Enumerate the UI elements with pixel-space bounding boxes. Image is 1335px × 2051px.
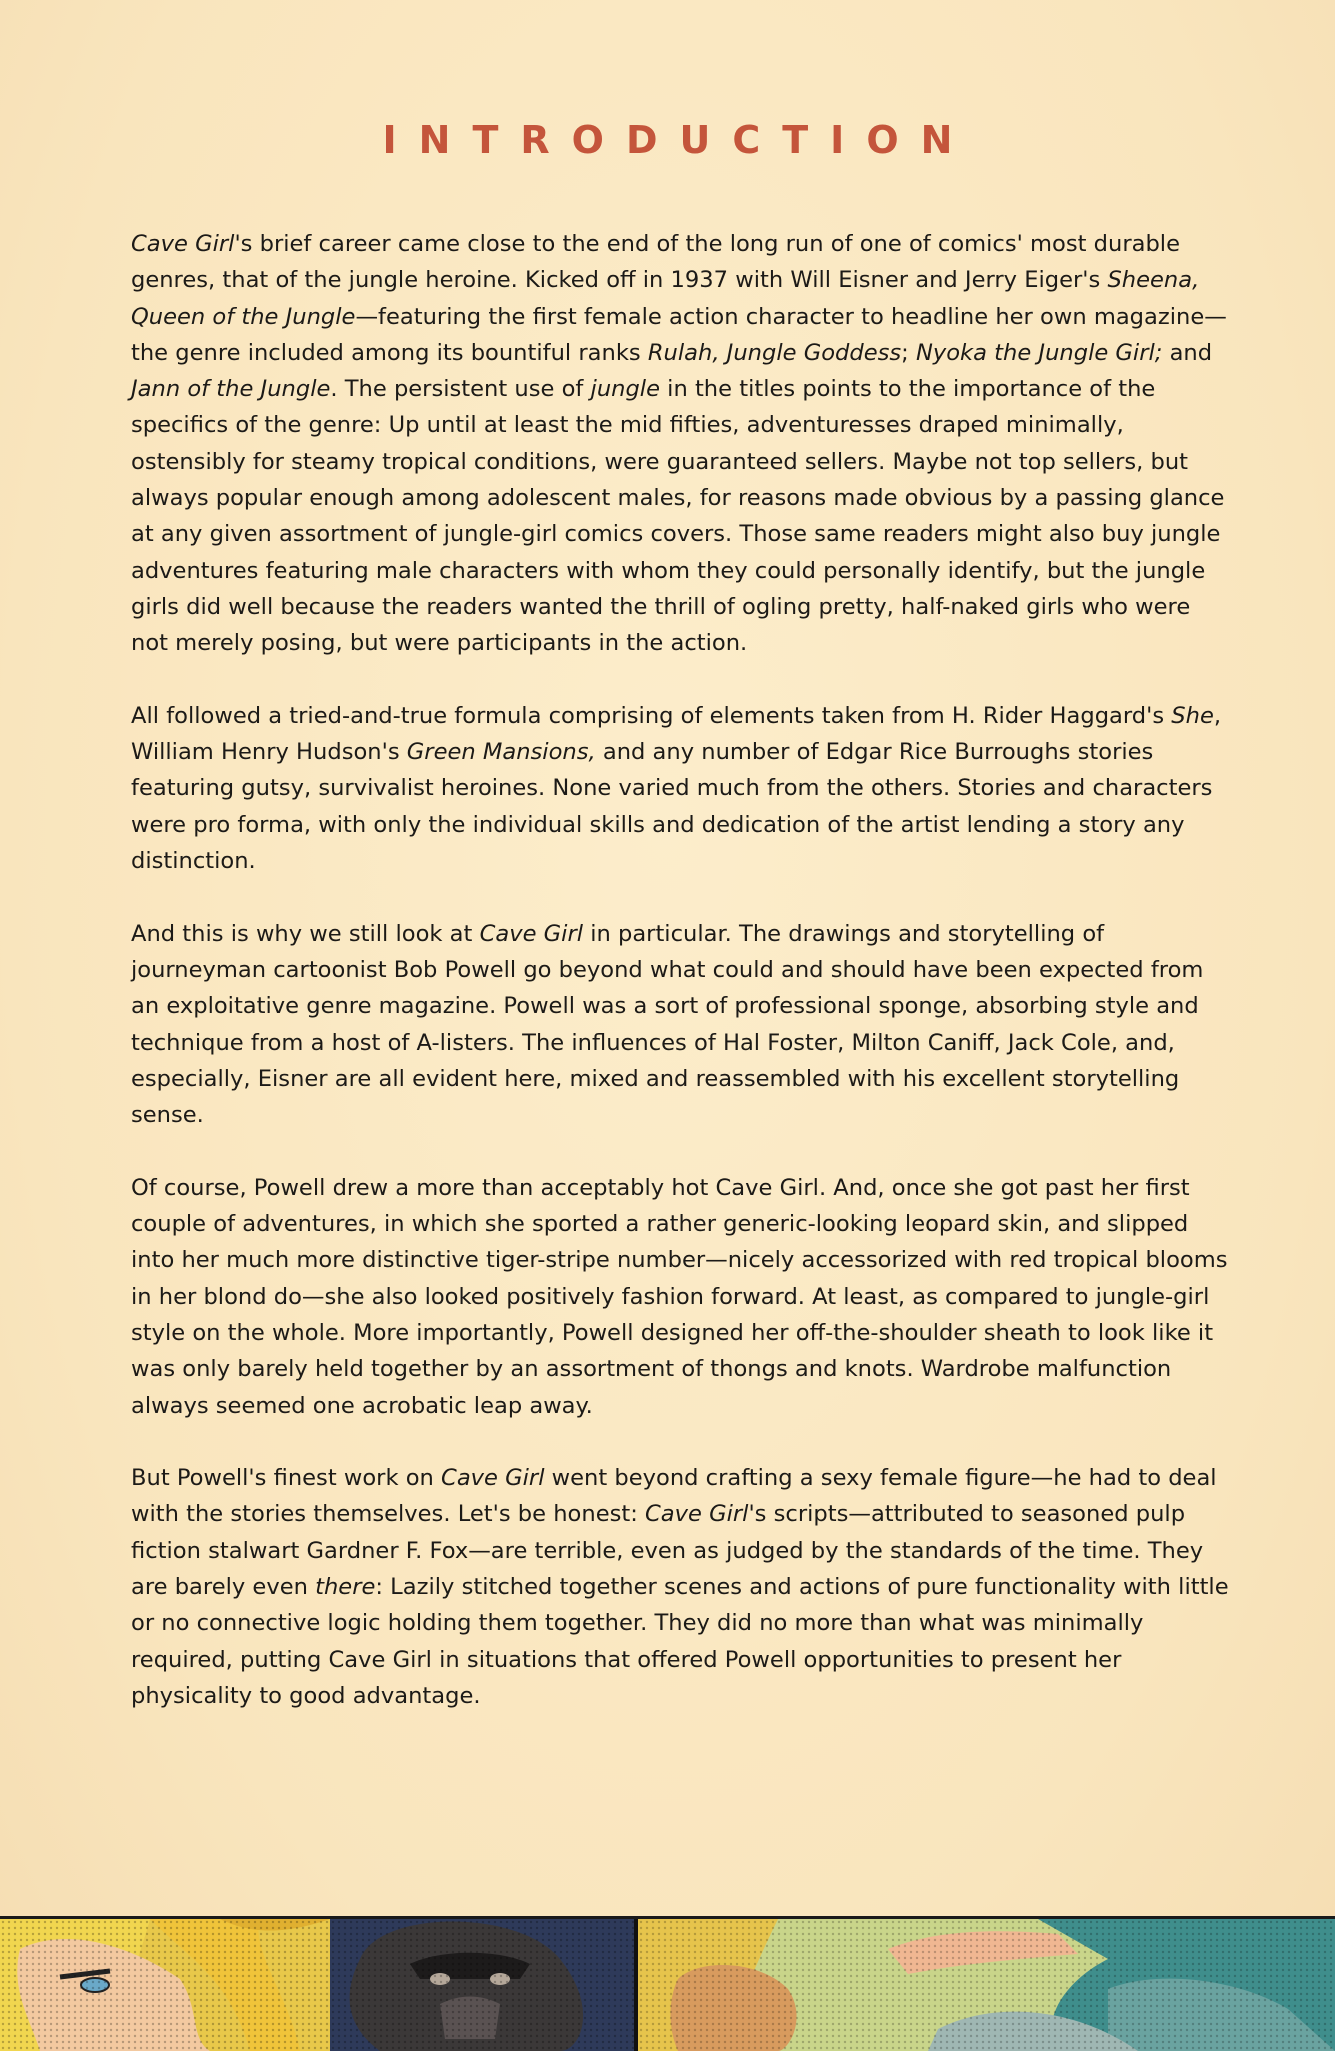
italic-text: Cave Girl — [131, 231, 234, 257]
paragraph — [131, 916, 1231, 1134]
text-run: But Powell's finest work on — [131, 1465, 441, 1491]
text-run: went beyond crafting a sexy female figure—he had to deal with the stories themselves. Let's be honest: — [131, 1465, 1217, 1527]
italic-text: Cave Girl — [441, 1465, 544, 1491]
text-run: All followed a tried-and-true formula comprising of elements taken from H. Rider Haggard's — [131, 703, 1171, 729]
page-title: INTRODUCTION — [0, 118, 1335, 162]
comic-panel-left — [0, 1919, 634, 2051]
text-run: in particular. The drawings and storytelling of journeyman cartoonist Bob Powell go beyond what could and should have been expected from an exploitative genre magazine. Powell was a sort of professional sponge, absorbing style and technique from a host of A-listers. The influences of Hal Foster, Milton Caniff, Jack Cole, and, especially, Eisner are all evident here, mixed and reassembled with his excellent storytelling sense. — [131, 921, 1203, 1128]
italic-text: Jann of the Jungle — [131, 376, 330, 402]
text-run: 's scripts—attributed to seasoned pulp fiction stalwart Gardner F. Fox—are terrible, even as judged by the standards of the time. They are barely even — [131, 1501, 1203, 1600]
text-run: And this is why we still look at — [131, 921, 480, 947]
text-run: 's brief career came close to the end of the long run of one of comics' most durable genres, that of the jungle heroine. Kicked off in 1937 with Will Eisner and Jerry Eiger's — [131, 231, 1180, 293]
italic-text: Sheena, Queen of the Jungle — [131, 267, 1199, 329]
text-run: in the titles points to the importance of the specifics of the genre: Up until at least the mid fifties, adventuresses draped minimally, ostensibly for steamy tropical conditions, were guaranteed sellers. Maybe not top sellers, but always popular enough among adolescent males, for reasons made obvious by a passing glance at any given assortment of jungle-girl comics covers. Those same readers might also buy jungle adventures featuring male characters with whom they could personally identify, but the jungle girls did well because the readers wanted the thrill of ogling pretty, half-naked girls who were not merely posing, but were participants in the action. — [131, 376, 1224, 656]
text-run: ; — [901, 340, 916, 366]
paragraph — [131, 698, 1231, 879]
comic-panel-right — [638, 1919, 1335, 2051]
italic-text: there — [315, 1574, 375, 1600]
italic-text: Rulah, Jungle Goddess — [648, 340, 901, 366]
italic-text: Cave Girl — [645, 1501, 748, 1527]
paragraph — [131, 1460, 1231, 1714]
text-run: : Lazily stitched together scenes and actions of pure functionality with little or no connective logic holding them together. They did no more than what was minimally required, putting Cave Girl in situations that offered Powell opportunities to present her physicality to good advantage. — [131, 1574, 1229, 1709]
italic-text: Green Mansions, — [407, 739, 596, 765]
introduction-body — [131, 226, 1231, 1750]
text-run: Of course, Powell drew a more than acceptably hot Cave Girl. And, once she got past her first couple of adventures, in which she sported a rather generic-looking leopard skin, and slipped into her much more distinctive tiger-stripe number—nicely accessorized with red tropical blooms in her blond do—she also looked positively fashion forward. At least, as compared to jungle-girl style on the whole. More importantly, Powell designed her off-the-shoulder sheath to look like it was only barely held together by an assortment of thongs and knots. Wardrobe malfunction always seemed one acrobatic leap away. — [131, 1175, 1228, 1419]
text-run: and any number of Edgar Rice Burroughs stories featuring gutsy, survivalist heroines. None varied much from the others. Stories and characters were pro forma, with only the individual skills and dedication of the artist lending a story any distinction. — [131, 739, 1212, 874]
paragraph — [131, 226, 1231, 662]
text-run: . The persistent use of — [330, 376, 590, 402]
italic-text: She — [1171, 703, 1214, 729]
paragraph — [131, 1170, 1231, 1424]
text-run: —featuring the first female action character to headline her own magazine—the genre included among its bountiful ranks — [131, 304, 1227, 366]
italic-text: jungle — [591, 376, 660, 402]
italic-text: Nyoka the Jungle Girl; — [916, 340, 1162, 366]
text-run: , William Henry Hudson's — [131, 703, 1221, 765]
italic-text: Cave Girl — [480, 921, 583, 947]
text-run: and — [1162, 340, 1212, 366]
comic-panel-strip — [0, 1916, 1335, 2051]
